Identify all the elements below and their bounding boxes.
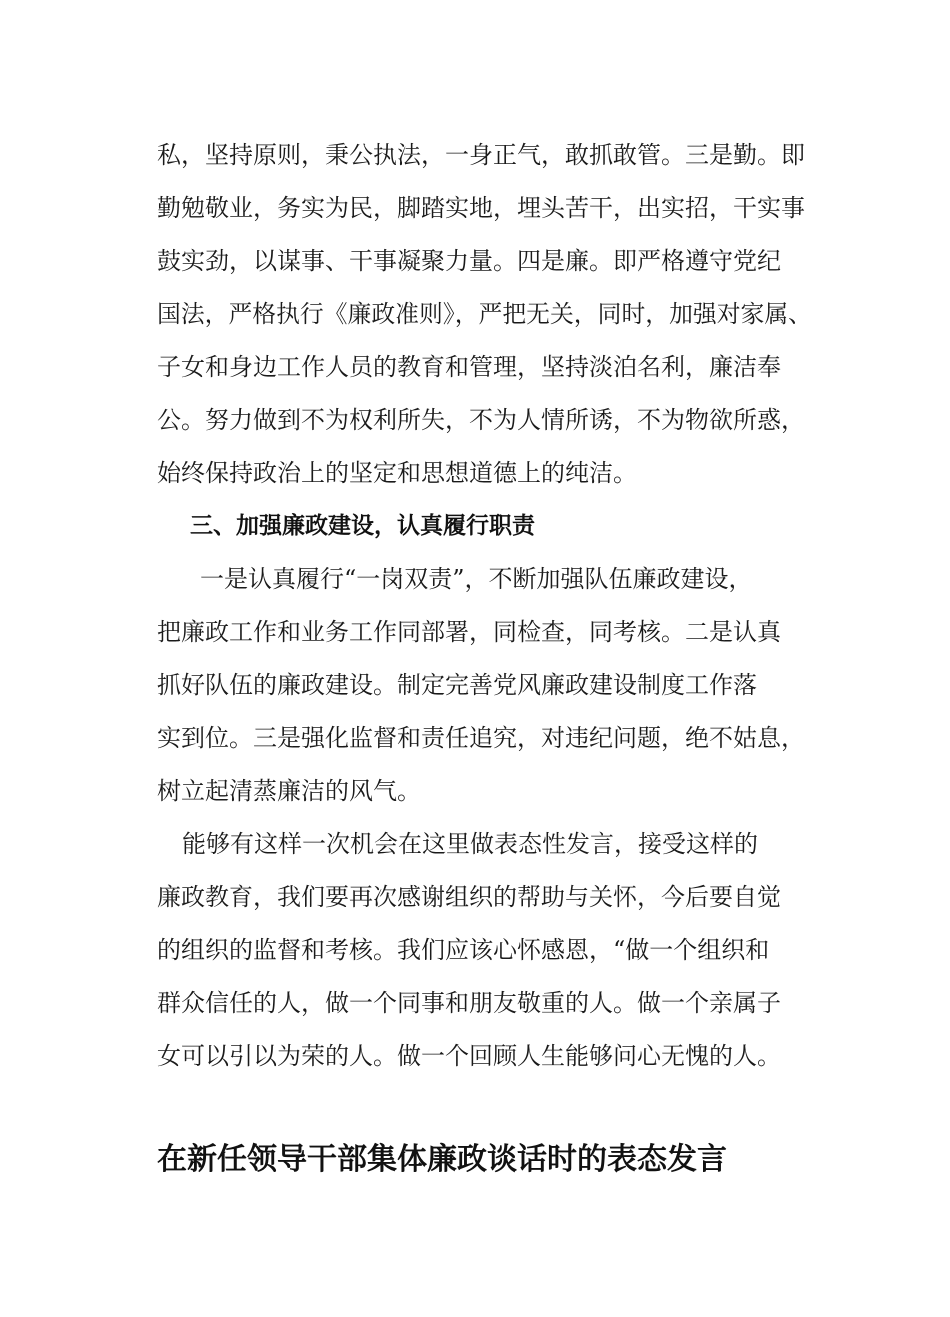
paragraph-line: 勤勉敬业，务实为民，脚踏实地，埋头苦干，出实招，干实事 — [157, 194, 805, 222]
paragraph-line: 鼓实劲，以谋事、干事凝聚力量。四是廉。即严格遵守党纪 — [157, 247, 781, 275]
paragraph-line: 实到位。三是强化监督和责任追究，对违纪问题，绝不姑息， — [157, 724, 805, 752]
section-heading: 三、加强廉政建设，认真履行职责 — [190, 513, 535, 539]
paragraph-line: 的组织的监督和考核。我们应该心怀感恩，“做一个组织和 — [157, 936, 770, 964]
document-title: 在新任领导干部集体廉政谈话时的表态发言 — [157, 1142, 727, 1177]
paragraph-line: 女可以引以为荣的人。做一个回顾人生能够问心无愧的人。 — [157, 1042, 781, 1070]
paragraph-line: 群众信任的人，做一个同事和朋友敬重的人。做一个亲属子 — [157, 989, 781, 1017]
paragraph-line: 把廉政工作和业务工作同部署，同检查，同考核。二是认真 — [157, 618, 781, 646]
paragraph-line: 一是认真履行“一岗双责”，不断加强队伍廉政建设， — [200, 565, 753, 593]
paragraph-line: 树立起清蒸廉洁的风气。 — [157, 777, 421, 805]
paragraph-line: 始终保持政治上的坚定和思想道德上的纯洁。 — [157, 459, 637, 487]
paragraph-line: 抓好队伍的廉政建设。制定完善党风廉政建设制度工作落 — [157, 671, 757, 699]
paragraph-line: 私，坚持原则，秉公执法，一身正气，敢抓敢管。三是勤。即 — [157, 141, 805, 169]
paragraph-line: 能够有这样一次机会在这里做表态性发言，接受这样的 — [182, 830, 758, 858]
paragraph-line: 子女和身边工作人员的教育和管理，坚持淡泊名利，廉洁奉 — [157, 353, 781, 381]
paragraph-line: 公。努力做到不为权利所失，不为人情所诱，不为物欲所惑， — [157, 406, 805, 434]
paragraph-line: 廉政教育，我们要再次感谢组织的帮助与关怀，今后要自觉 — [157, 883, 781, 911]
paragraph-line: 国法，严格执行《廉政准则》，严把无关，同时，加强对家属、 — [157, 300, 812, 328]
